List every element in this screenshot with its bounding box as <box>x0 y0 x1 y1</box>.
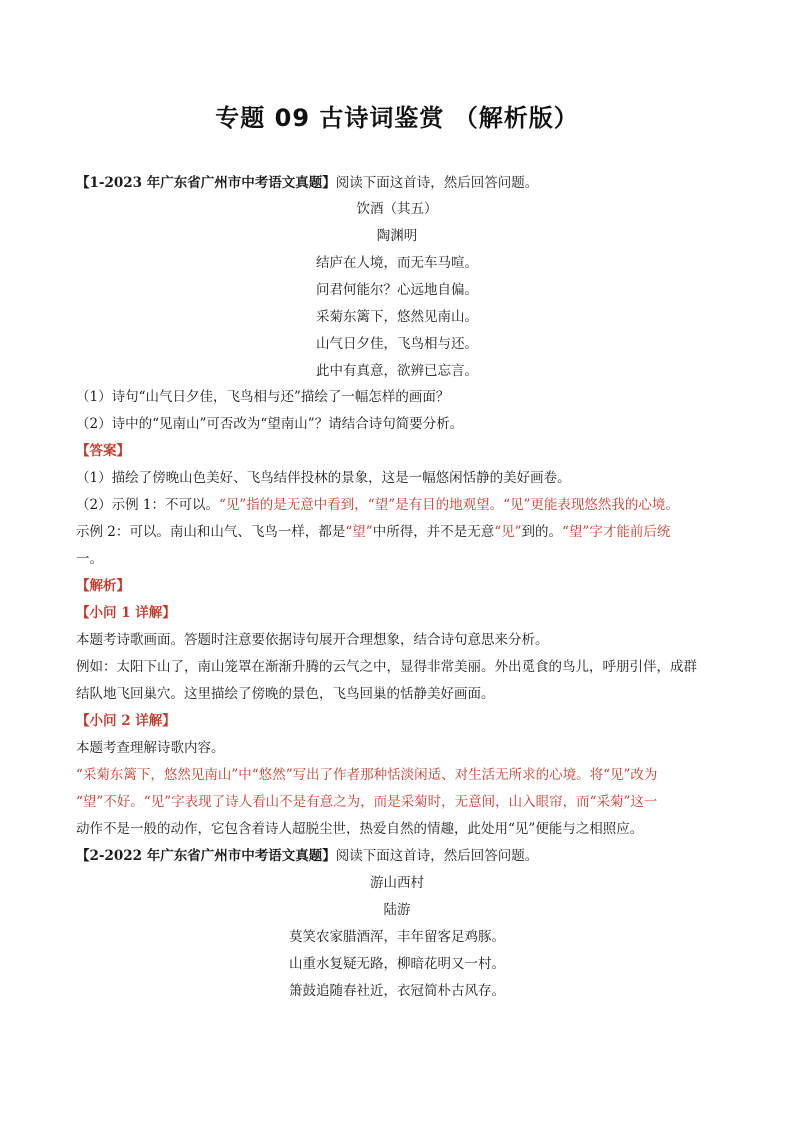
answer-header: 【答案】 <box>76 443 130 459</box>
page-title: 专题 09 古诗词鉴赏 （解析版） <box>215 104 579 132</box>
q2-instruction: 阅读下面这首诗，然后回答问题。 <box>335 848 539 864</box>
answer-2-line-2 <box>76 523 726 541</box>
answer-2-line-3: 一。 <box>76 551 103 567</box>
q1-poem-author: 陶渊明 <box>376 228 418 244</box>
q2-poem-line: 箫鼓追随春社近，衣冠简朴古风存。 <box>289 983 505 999</box>
q2-intro <box>76 847 726 865</box>
q1-question-2: （2）诗中的“见南山”可否改为“望南山”？请结合诗句简要分析。 <box>76 416 464 432</box>
q2-poem-author: 陆游 <box>383 902 411 918</box>
sub2-header: 【小问 2 详解】 <box>76 713 176 729</box>
q1-poem-line: 此中有真意，欲辨已忘言。 <box>316 363 478 379</box>
q1-poem-line: 结庐在人境，而无车马喧。 <box>316 255 478 271</box>
q2-source: 【2-2022 年广东省广州市中考语文真题】 <box>76 848 336 864</box>
answer-1: （1）描绘了傍晚山色美好、飞鸟结伴投林的景象，这是一幅悠闲恬静的美好画卷。 <box>76 470 571 486</box>
sub2-text: 本题考查理解诗歌内容。 <box>76 740 225 756</box>
answer-text: 中所得，并不是无意 <box>372 524 495 540</box>
q2-poem-line: 莫笑农家腊酒浑，丰年留客足鸡豚。 <box>289 929 505 945</box>
answer-highlight: “见”更能表现悠然我的心境。 <box>503 497 679 513</box>
answer-2-line-1 <box>76 496 726 514</box>
sub1-text: 结队地飞回巢穴。这里描绘了傍晚的景色，飞鸟回巢的恬静美好画面。 <box>76 686 495 702</box>
sub2-highlight: “望”不好。“见”字表现了诗人看山不是有意之为，而是采菊时，无意间，山入眼帘，而“采菊”这一 <box>76 794 658 810</box>
answer-highlight: “见”指的是无意中看到， <box>218 497 368 513</box>
sub1-text: 本题考诗歌画面。答题时注意要依据诗句展开合理想象，结合诗句意思来分析。 <box>76 632 549 648</box>
sub2-highlight: “采菊东篱下，悠然见南山”中“悠然”写出了作者那种恬淡闲适、对生活无所求的心境。将“见”改为 <box>76 767 658 783</box>
q1-intro <box>76 174 726 192</box>
q1-question-1: （1）诗句“山气日夕佳，飞鸟相与还”描绘了一幅怎样的画面？ <box>76 389 450 405</box>
answer-highlight: “见” <box>494 524 522 540</box>
q1-source: 【1-2023 年广东省广州市中考语文真题】 <box>76 175 336 191</box>
sub2-text: 动作不是一般的动作，它包含着诗人超脱尘世，热爱自然的情趣，此处用“见”便能与之相照应。 <box>76 821 644 837</box>
sub1-header: 【小问 1 详解】 <box>76 605 176 621</box>
answer-text: （2）示例 1：不可以。 <box>76 497 219 513</box>
answer-highlight: “望” <box>345 524 373 540</box>
q1-poem-line: 问君何能尔？心远地自偏。 <box>316 282 478 298</box>
q1-poem-title: 饮酒（其五） <box>356 201 438 217</box>
q1-poem-line: 采菊东篱下，悠然见南山。 <box>316 309 478 325</box>
answer-text: 到的。 <box>521 524 563 540</box>
answer-text: 示例 2：可以。南山和山气、飞鸟一样，都是 <box>76 524 346 540</box>
sub1-text: 例如：太阳下山了，南山笼罩在渐渐升腾的云气之中，显得非常美丽。外出觅食的鸟儿，呼朋引伴，成群 <box>76 659 697 675</box>
q2-poem-title: 游山西村 <box>370 875 424 891</box>
analysis-header: 【解析】 <box>76 578 130 594</box>
q1-poem-line: 山气日夕佳，飞鸟相与还。 <box>316 336 478 352</box>
q2-poem-line: 山重水复疑无路，柳暗花明又一村。 <box>289 956 505 972</box>
answer-highlight: “望”字才能前后统 <box>562 524 671 540</box>
q1-instruction: 阅读下面这首诗，然后回答问题。 <box>335 175 539 191</box>
answer-highlight: “望”是有目的地观望。 <box>367 497 504 513</box>
